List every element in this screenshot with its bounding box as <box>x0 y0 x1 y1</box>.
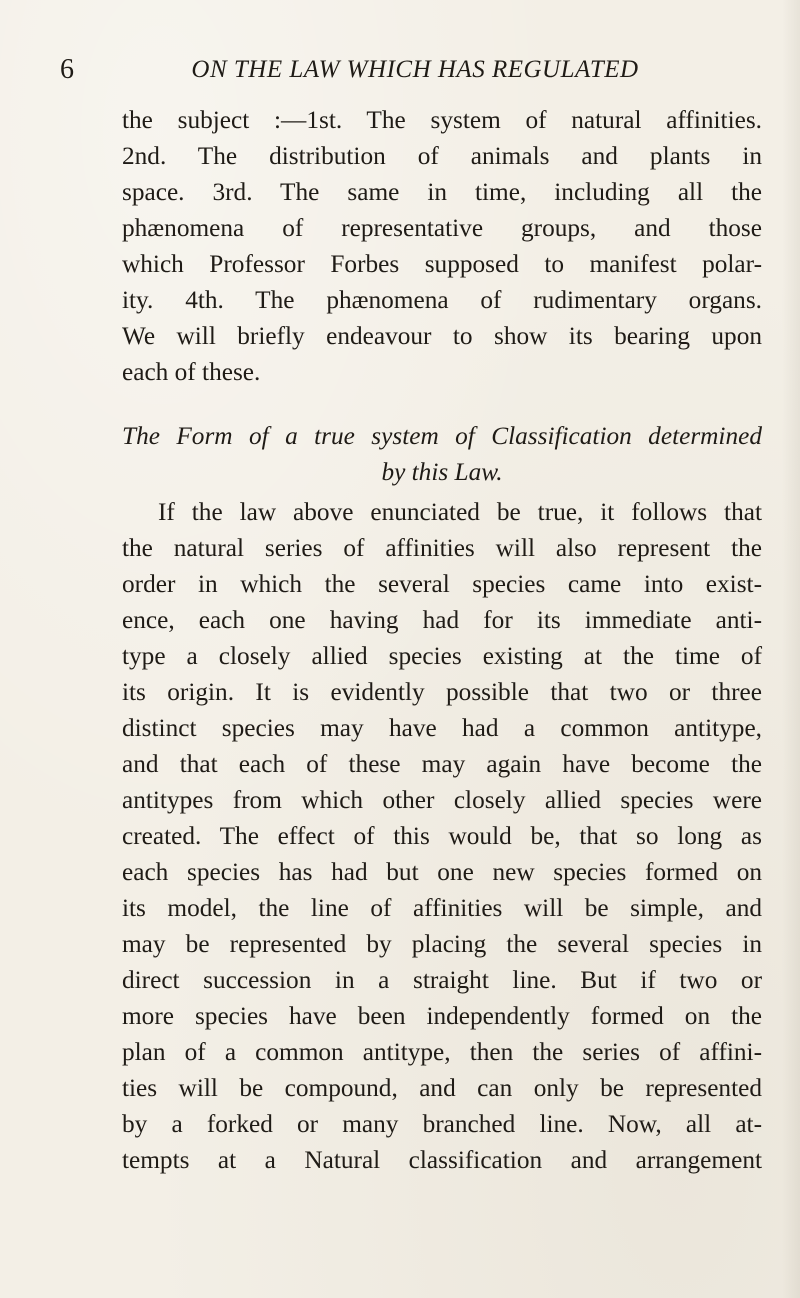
text-line: 2nd. The distribution of animals and plants in <box>122 142 762 170</box>
text-line: by a forked or many branched line. Now, all at- <box>122 1110 762 1138</box>
page-edge-shadow <box>782 0 800 1298</box>
text-line: may be represented by placing the several species in <box>122 930 762 958</box>
text-line: its model, the line of affinities will be simple, and <box>122 894 762 922</box>
text-line: ity. 4th. The phænomena of rudimentary organs. <box>122 286 762 314</box>
paragraph <box>122 494 762 1178</box>
text-line: plan of a common antitype, then the series of affini- <box>122 1038 762 1066</box>
text-line: antitypes from which other closely allied species were <box>122 786 762 814</box>
text-line: each of these. <box>122 358 261 386</box>
text-line: type a closely allied species existing at the time of <box>122 642 762 670</box>
text-line: the natural series of affinities will also represent the <box>122 534 762 562</box>
body-text <box>122 102 762 1178</box>
text-line: the subject :—1st. The system of natural affinities. <box>122 106 762 134</box>
text-line: each species has had but one new species formed on <box>122 858 762 886</box>
paragraph-continued <box>122 102 762 390</box>
text-line: tempts at a Natural classification and arrangement <box>122 1146 762 1174</box>
text-line: created. The effect of this would be, that so long as <box>122 822 762 850</box>
text-line: phænomena of representative groups, and those <box>122 214 762 242</box>
text-line: We will briefly endeavour to show its bearing upon <box>122 322 762 350</box>
page-number: 6 <box>60 54 75 85</box>
section-heading-line: by this Law. <box>381 458 503 486</box>
text-line: distinct species may have had a common antitype, <box>122 714 762 742</box>
page-header <box>60 50 750 90</box>
text-line: space. 3rd. The same in time, including all the <box>122 178 762 206</box>
section-heading <box>122 418 762 490</box>
text-line: direct succession in a straight line. But if two or <box>122 966 762 994</box>
text-line: ence, each one having had for its immediate anti- <box>122 606 762 634</box>
text-line: which Professor Forbes supposed to manifest polar- <box>122 250 762 278</box>
text-line: more species have been independently formed on the <box>122 1002 762 1030</box>
text-line: ties will be compound, and can only be represented <box>122 1074 762 1102</box>
text-line: its origin. It is evidently possible that two or three <box>122 678 762 706</box>
section-heading-line: The Form of a true system of Classification determined <box>122 422 762 450</box>
text-line: and that each of these may again have become the <box>122 750 762 778</box>
text-line: If the law above enunciated be true, it follows that <box>158 498 762 526</box>
text-line: order in which the several species came into exist- <box>122 570 762 598</box>
running-head: ON THE LAW WHICH HAS REGULATED <box>191 56 639 83</box>
